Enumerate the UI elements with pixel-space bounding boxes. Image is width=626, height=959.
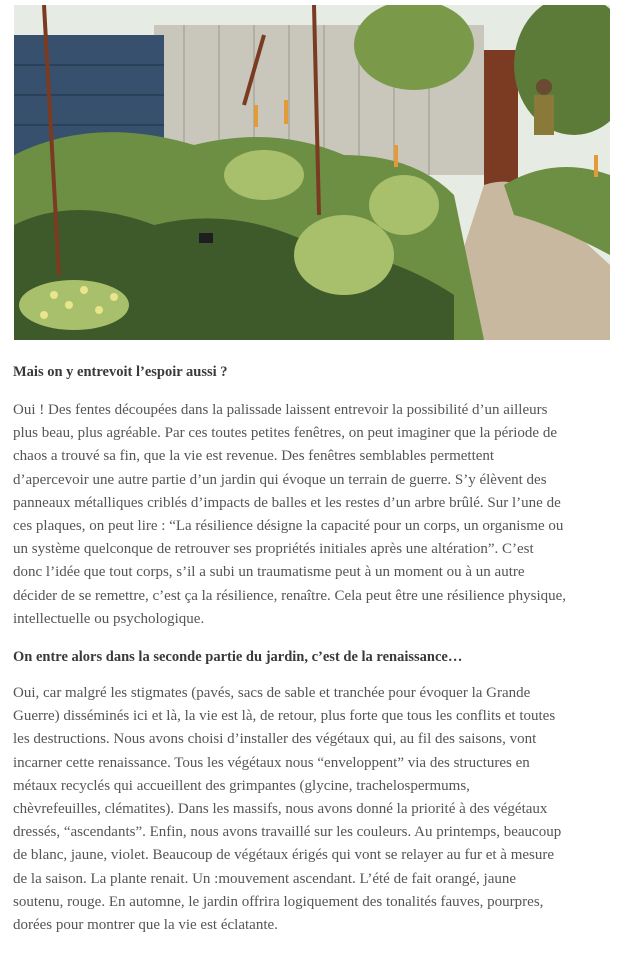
paragraph-line: chèvrefeuilles, clématites). Dans les massifs, nous avons donné la priorité à des végétaux	[13, 801, 548, 818]
paragraph-line: Guerre) disséminés ici et là, la vie est là, de retour, plus forte que tous les conflits et toutes	[13, 708, 556, 725]
paragraph-line: incarner cette renaissance. Tous les végétaux nous “enveloppent” via des structures en	[13, 754, 530, 771]
paragraph-line: les destructions. Nous avons choisi d’installer des végétaux qui, au fil des saisons, vont	[13, 731, 537, 748]
paragraph-line: métaux recyclés qui accueillent des grimpantes (glycine, trachelospermums,	[13, 777, 470, 794]
paragraph-line: décider de se remettre, c’est ça la résilience, renaître. Cela peut être une résilience physique,	[13, 587, 567, 604]
paragraph-line: Oui, car malgré les stigmates (pavés, sacs de sable et tranchée pour évoquer la Grande	[13, 685, 531, 701]
paragraph-line: panneaux métalliques criblés d’impacts de balles et les restes d’un arbre brûlé. Sur l’une de	[13, 494, 561, 511]
answer-paragraph-2	[13, 682, 615, 937]
plant-label	[199, 233, 213, 243]
paragraph-line: ces plaques, on peut lire : “La résilience désigne la capacité pour un corps, un organisme ou	[13, 518, 564, 535]
paragraph-line: un système quelconque de retrouver ses propriétés initiales après une altération”. C’est	[13, 541, 534, 558]
paragraph-line: d’apercevoir une autre partie d’un jardin qui évoque un terrain de guerre. S’y élèvent des	[13, 471, 547, 488]
paragraph-line: soutenu, rouge. En automne, le jardin offrira logiquement des tonalités fauves, pourpres,	[13, 893, 544, 910]
paragraph-line: de la saison. La plante renait. Un :mouvement ascendant. L’été de fait orangé, jaune	[13, 870, 517, 887]
gardener-figure	[534, 79, 554, 135]
paragraph-line: Oui ! Des fentes découpées dans la palissade laissent entrevoir la possibilité d’un ailleurs	[13, 402, 548, 418]
answer-paragraph-1	[13, 399, 615, 631]
paragraph-line: plus beau, plus agréable. Par ces toutes petites fenêtres, on peut imaginer que la période de	[13, 425, 557, 442]
paragraph-line: de blanc, jaune, violet. Beaucoup de végétaux érigés qui vont se relayer au fur et à mesure	[13, 847, 555, 864]
paragraph-line: chaos a trouvé sa fin, que la vie est revenue. Des fenêtres semblables permettent	[13, 448, 495, 465]
garden-photo	[14, 5, 610, 340]
question-heading-2: On entre alors dans la seconde partie du jardin, c’est de la renaissance…	[13, 649, 463, 665]
question-heading-1: Mais on y entrevoit l’espoir aussi ?	[13, 364, 228, 380]
paragraph-line: dorées pour montrer que la vie est éclatante.	[13, 917, 278, 934]
rust-panel	[484, 50, 518, 190]
paragraph-line: donc l’idée que tout corps, s’il a subi un traumatisme peut à un moment ou à un autre	[13, 564, 525, 581]
paragraph-line: intellectuelle ou psychologique.	[13, 610, 205, 627]
paragraph-line: dressés, “ascendants”. Enfin, nous avons travaillé sur les couleurs. Au printemps, beaucoup	[13, 824, 562, 841]
garden-illustration	[14, 5, 610, 340]
